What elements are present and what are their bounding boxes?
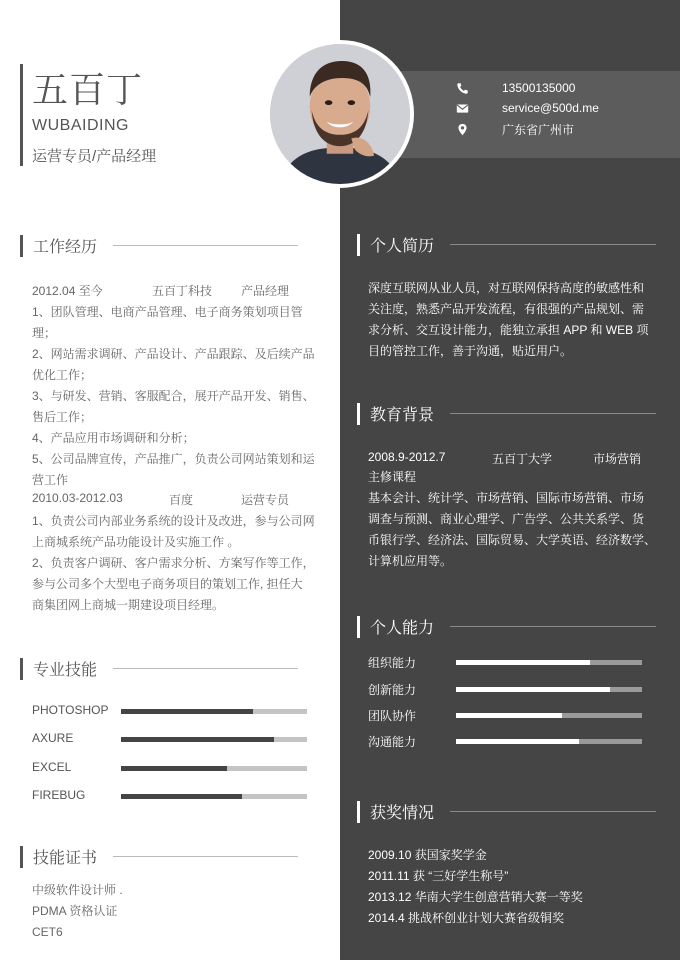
job-position: 运营专员 [241, 493, 290, 507]
profile-line: 深度互联网从业人员，对互联网保持高度的敏感性和 [368, 281, 645, 295]
section-title: 工作经历 [33, 239, 98, 256]
section-certs-header [20, 845, 298, 868]
certs-list [32, 880, 123, 943]
skill-level-bar [121, 794, 242, 799]
section-accent-bar [357, 403, 360, 425]
section-title: 个人能力 [370, 620, 435, 637]
job-line: 上商城系统产品功能设计及实施工作 。 [32, 535, 240, 549]
job-line: 售后工作； [32, 410, 93, 424]
section-divider [113, 856, 298, 857]
ability-level-bar [456, 739, 579, 744]
education-major: 市场营销 [593, 452, 642, 466]
skill-label: EXCEL [32, 760, 72, 774]
section-title: 教育背景 [370, 407, 435, 424]
skill-label: FIREBUG [32, 788, 86, 802]
job-line: 1、团队管理、电商产品管理、电子商务策划项目管理； [32, 305, 303, 340]
ability-label: 组织能力 [368, 656, 417, 670]
email-address[interactable]: service@500d.me [502, 101, 599, 115]
candidate-pinyin: WUBAIDING [32, 117, 129, 134]
courses-line: 币银行学、经济法、国际贸易、大学英语、经济数学、 [368, 533, 657, 547]
location-text: 广东省广州市 [502, 123, 575, 137]
ability-label: 创新能力 [368, 683, 417, 697]
section-title: 获奖情况 [370, 805, 435, 822]
skill-track [121, 737, 307, 742]
name-accent-bar [20, 64, 23, 166]
ability-track [456, 739, 642, 744]
ability-track [456, 687, 642, 692]
contact-email [455, 101, 599, 115]
section-profile-header [357, 233, 656, 256]
candidate-name: 五百丁 [32, 69, 144, 110]
job-line: 2、负责客户调研、客户需求分析、方案写作等工作， [32, 556, 315, 570]
section-title: 个人简历 [370, 238, 435, 255]
contact-phone [455, 81, 575, 95]
education-header [368, 450, 658, 466]
section-work-header [20, 234, 298, 257]
skill-track [121, 766, 307, 771]
cert-item: CET6 [32, 925, 63, 939]
section-accent-bar [20, 846, 23, 868]
section-awards-header [357, 800, 656, 823]
phone-icon [455, 81, 469, 95]
phone-number: 13500135000 [502, 81, 576, 95]
mail-icon [455, 101, 469, 115]
ability-level-bar [456, 660, 590, 665]
education-courses [368, 467, 668, 572]
job-company: 五百丁科技 [152, 284, 213, 298]
job-period: 2010.03-2012.03 [32, 491, 123, 505]
skill-track [121, 794, 307, 799]
ability-track [456, 713, 642, 718]
section-accent-bar [357, 616, 360, 638]
ability-level-bar [456, 687, 610, 692]
job-period: 2012.04 至今 [32, 284, 103, 298]
cert-item: PDMA 资格认证 [32, 904, 118, 918]
section-accent-bar [357, 801, 360, 823]
section-divider [113, 668, 298, 669]
candidate-role: 运营专员/产品经理 [32, 148, 157, 165]
section-title: 技能证书 [33, 850, 98, 867]
job-line: 5、公司品牌宣传，产品推广，负责公司网站策划和运 [32, 452, 315, 466]
ability-level-bar [456, 713, 562, 718]
section-abilities-header [357, 615, 656, 638]
section-title: 专业技能 [33, 662, 98, 679]
section-divider [450, 244, 656, 245]
ability-teamwork [368, 707, 648, 723]
education-period: 2008.9-2012.7 [368, 450, 446, 464]
courses-line: 计算机应用等。 [368, 554, 453, 568]
section-divider [450, 413, 656, 414]
skill-firebug [32, 788, 312, 804]
job-position: 产品经理 [241, 284, 290, 298]
skill-axure [32, 731, 312, 747]
profile-line: 目的管控工作，善于沟通，贴近用户。 [368, 344, 573, 358]
section-accent-bar [20, 658, 23, 680]
education-school: 五百丁大学 [492, 452, 553, 466]
skill-label: AXURE [32, 731, 74, 745]
job-1-description [32, 302, 322, 491]
courses-label: 主修课程 [368, 470, 417, 484]
skill-photoshop [32, 703, 312, 719]
award-item: 2011.11 获 “三好学生称号” [368, 869, 509, 883]
courses-line: 调查与预测、商业心理学、广告学、公共关系学、货 [368, 512, 645, 526]
award-item: 2013.12 华南大学生创意营销大赛一等奖 [368, 890, 583, 904]
award-item: 2009.10 获国家奖学金 [368, 848, 487, 862]
job-line: 参与公司多个大型电子商务项目的策划工作, 担任大 [32, 577, 303, 591]
job-line: 3、与研发、营销、客服配合，展开产品开发、销售、 [32, 389, 315, 403]
profile-line: 关注度，熟悉产品开发流程，有很强的产品规划、需 [368, 302, 645, 316]
job-company: 百度 [169, 493, 194, 507]
cert-item: 中级软件设计师 . [32, 883, 123, 897]
ability-communication [368, 733, 648, 749]
job-1-header [32, 282, 312, 298]
location-pin-icon [455, 123, 469, 137]
awards-list [368, 845, 583, 929]
section-divider [450, 811, 656, 812]
job-line: 商集团网上商城一期建设项目经理。 [32, 598, 225, 612]
profile-line: 求分析、交互设计能力，能独立承担 APP 和 WEB 项 [368, 323, 649, 337]
ability-innovation [368, 681, 648, 697]
job-line: 优化工作； [32, 368, 93, 382]
ability-organization [368, 654, 648, 670]
skill-level-bar [121, 737, 274, 742]
ability-label: 团队协作 [368, 709, 417, 723]
skill-level-bar [121, 766, 227, 771]
section-divider [113, 245, 298, 246]
section-skills-header [20, 657, 298, 680]
job-2-description [32, 511, 322, 616]
section-education-header [357, 402, 656, 425]
job-line: 2、网站需求调研、产品设计、产品跟踪、及后续产品 [32, 347, 315, 361]
profile-summary [368, 278, 668, 362]
job-line: 1、负责公司内部业务系统的设计及改进，参与公司网 [32, 514, 315, 528]
contact-location [455, 121, 574, 138]
profile-photo-illustration [270, 44, 410, 184]
section-accent-bar [357, 234, 360, 256]
skill-excel [32, 760, 312, 776]
ability-label: 沟通能力 [368, 735, 417, 749]
award-item: 2014.4 挑战杯创业计划大赛省级铜奖 [368, 911, 565, 925]
job-2-header [32, 491, 312, 507]
profile-photo [266, 40, 414, 188]
job-line: 4、产品应用市场调研和分析； [32, 431, 195, 445]
courses-line: 基本会计、统计学、市场营销、国际市场营销、市场 [368, 491, 645, 505]
skill-level-bar [121, 709, 253, 714]
section-divider [450, 626, 656, 627]
skill-label: PHOTOSHOP [32, 703, 109, 717]
section-accent-bar [20, 235, 23, 257]
skill-track [121, 709, 307, 714]
ability-track [456, 660, 642, 665]
job-line: 营工作 [32, 473, 69, 487]
